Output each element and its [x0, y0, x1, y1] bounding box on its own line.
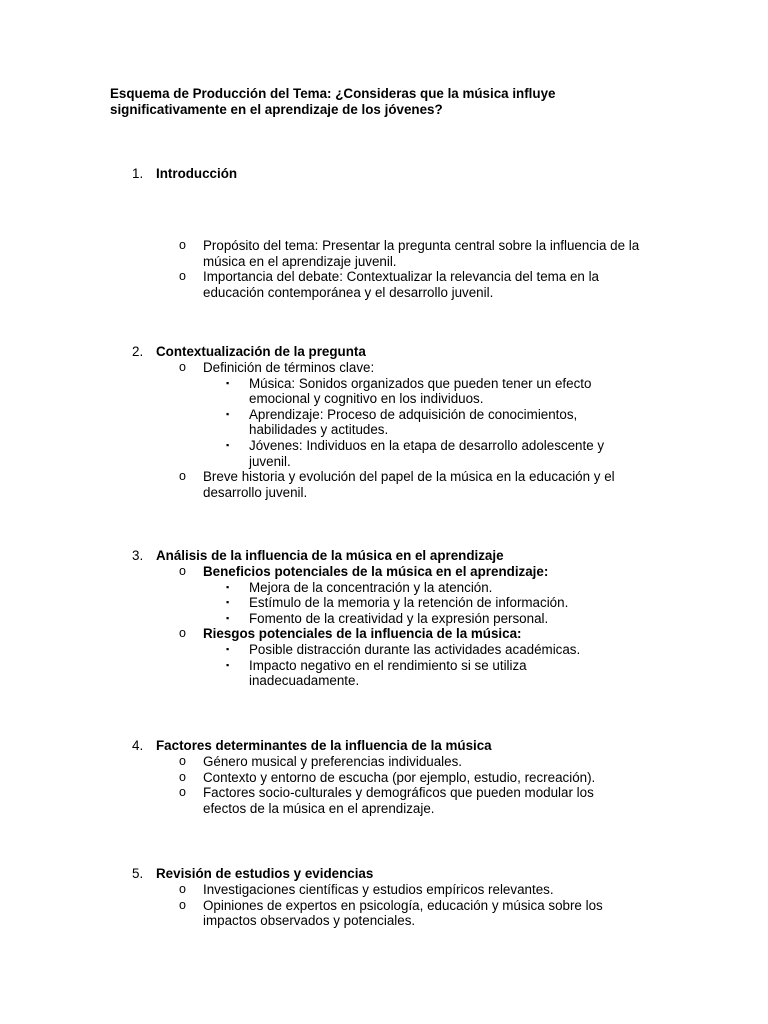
square-bullet-marker: ▪	[226, 439, 230, 450]
sub-list-item	[0, 376, 639, 407]
list-item-text: Riesgos potenciales de la influencia de la música:	[203, 626, 522, 642]
list-item	[0, 564, 663, 580]
section-revision	[0, 866, 768, 929]
list-item	[0, 626, 663, 642]
square-bullet-marker: ▪	[226, 612, 230, 623]
list-item	[0, 238, 663, 269]
section-heading	[0, 166, 768, 182]
list-item	[0, 360, 663, 376]
sub-list-item-text: Aprendizaje: Proceso de adquisición de conocimientos, habilidades y actitudes.	[249, 406, 578, 438]
square-bullet-marker: ▪	[226, 643, 230, 654]
sub-list-item-text: Jóvenes: Individuos en la etapa de desarrollo adolescente y juvenil.	[249, 437, 605, 469]
bullet-marker: o	[179, 897, 186, 912]
sub-list-item-text: Estímulo de la memoria y la retención de información.	[249, 595, 569, 611]
square-bullet-marker: ▪	[226, 377, 230, 388]
bullet-marker: o	[179, 469, 186, 484]
bullet-marker: o	[179, 626, 186, 641]
sub-list-item	[0, 580, 639, 596]
list-item-text: Opiniones de expertos en psicología, educación y música sobre los impactos observados y potenciales.	[203, 897, 603, 929]
section-number: 4.	[132, 738, 144, 753]
section-analisis	[0, 548, 768, 689]
list-item-text: Beneficios potenciales de la música en el aprendizaje:	[203, 564, 549, 579]
bullet-marker: o	[179, 238, 186, 252]
sub-list-item	[0, 642, 639, 658]
list-item-text: Investigaciones científicas y estudios empíricos relevantes.	[203, 882, 554, 897]
section-heading	[0, 866, 768, 882]
section-title: Factores determinantes de la influencia de la música	[156, 738, 492, 753]
bullet-marker: o	[179, 360, 186, 374]
square-bullet-marker: ▪	[226, 597, 230, 608]
section-heading	[0, 738, 768, 754]
section-title: Introducción	[156, 166, 238, 181]
section-title: Análisis de la influencia de la música en el aprendizaje	[156, 548, 504, 563]
sub-list-item-text: Mejora de la concentración y la atención.	[249, 579, 493, 595]
list-item	[0, 469, 663, 500]
list-item	[0, 754, 663, 770]
section-introduccion	[0, 166, 768, 300]
section-title: Contextualización de la pregunta	[156, 344, 366, 359]
section-number: 1.	[132, 166, 144, 181]
list-item	[0, 770, 663, 786]
list-item	[0, 898, 633, 929]
list-item	[0, 269, 663, 300]
bullet-marker: o	[179, 269, 186, 284]
list-item-text: Contexto y entorno de escucha (por ejemplo, estudio, recreación).	[203, 769, 596, 785]
section-heading	[0, 548, 768, 564]
sub-list-item-text: Fomento de la creatividad y la expresión personal.	[249, 610, 549, 626]
list-item-text: Factores socio-culturales y demográficos que pueden modular los efectos de la música en el aprendizaje.	[203, 785, 594, 816]
bullet-marker: o	[179, 564, 186, 578]
sub-list-item	[0, 658, 559, 689]
list-item	[0, 785, 633, 816]
sub-list-item	[0, 407, 639, 438]
sub-list-item-text: Impacto negativo en el rendimiento si se utiliza inadecuadamente.	[249, 657, 527, 689]
section-number: 3.	[132, 548, 144, 563]
list-item-text: Género musical y preferencias individuales.	[203, 754, 463, 769]
square-bullet-marker: ▪	[226, 408, 230, 419]
list-item-text: Importancia del debate: Contextualizar la relevancia del tema en la educación contemporánea y el desarrollo juvenil.	[203, 269, 599, 300]
document-title: Esquema de Producción del Tema: ¿Consideras que la música influye significativamente en el aprendizaje de los jóvenes?	[110, 86, 556, 117]
sub-list-item-text: Música: Sonidos organizados que pueden tener un efecto emocional y cognitivo en los individuos.	[249, 375, 592, 407]
section-number: 2.	[132, 344, 144, 359]
section-heading	[0, 344, 768, 360]
section-factores	[0, 738, 768, 816]
bullet-marker: o	[179, 769, 186, 784]
list-item-text: Propósito del tema: Presentar la pregunta central sobre la influencia de la música en el aprendizaje juvenil.	[203, 238, 640, 269]
list-item-text: Breve historia y evolución del papel de la música en la educación y el desarrollo juvenil.	[203, 469, 615, 500]
list-item	[0, 882, 663, 898]
section-title: Revisión de estudios y evidencias	[156, 866, 374, 881]
sub-list-item	[0, 595, 639, 611]
section-contextualizacion	[0, 344, 768, 500]
list-item-text: Definición de términos clave:	[203, 360, 375, 375]
bullet-marker: o	[179, 754, 186, 768]
square-bullet-marker: ▪	[226, 581, 230, 592]
section-number: 5.	[132, 866, 144, 881]
bullet-marker: o	[179, 785, 186, 800]
sub-list-item	[0, 611, 639, 627]
sub-list-item	[0, 438, 639, 469]
bullet-marker: o	[179, 882, 186, 896]
square-bullet-marker: ▪	[226, 659, 230, 670]
sub-list-item-text: Posible distracción durante las actividades académicas.	[249, 641, 581, 657]
